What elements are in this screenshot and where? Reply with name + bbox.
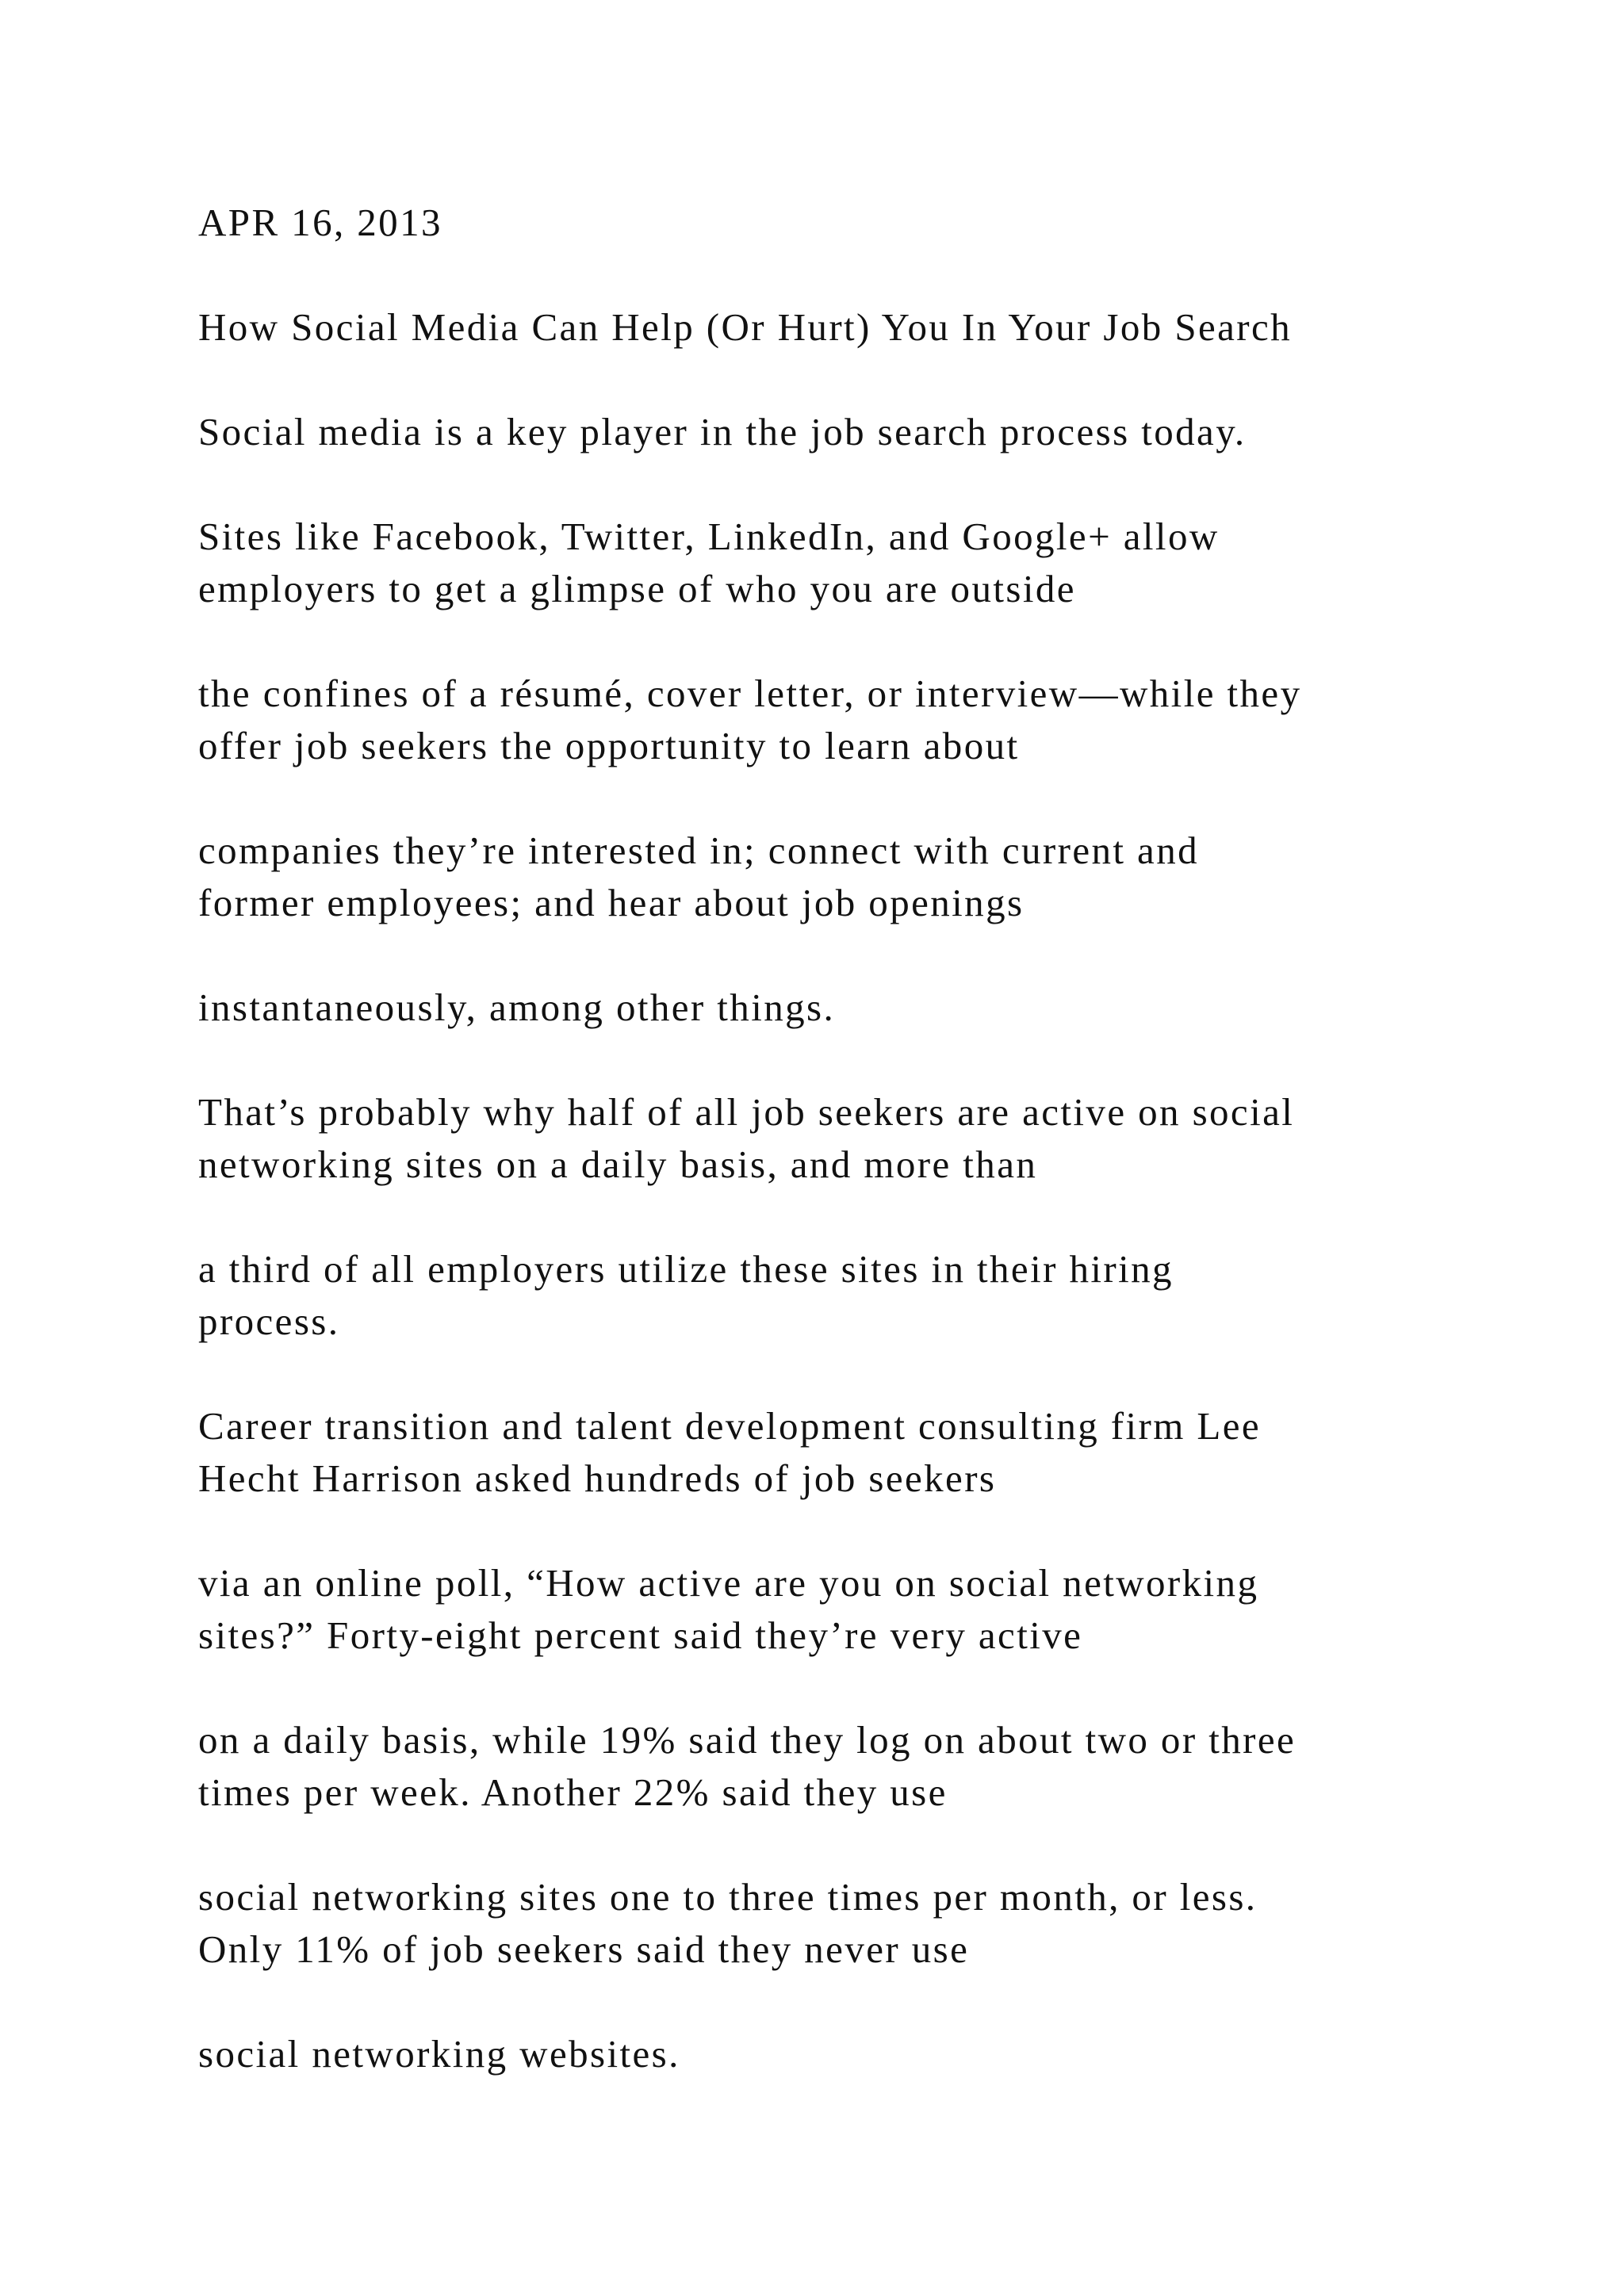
text-line: companies they’re interested in; connect with current and [198,828,1200,872]
text-line: Hecht Harrison asked hundreds of job seekers [198,1456,997,1500]
text-line: on a daily basis, while 19% said they log on about two or three [198,1718,1297,1762]
text-line: employers to get a glimpse of who you are outside [198,567,1076,610]
text-line: social networking sites one to three times per month, or less. [198,1875,1258,1919]
text-line: That’s probably why half of all job seekers are active on social [198,1090,1295,1134]
text-line: Sites like Facebook, Twitter, LinkedIn, and Google+ allow [198,515,1220,558]
text-line: sites?” Forty-eight percent said they’re very active [198,1613,1083,1657]
text-line: former employees; and hear about job openings [198,881,1025,924]
text-line: Only 11% of job seekers said they never use [198,1927,970,1971]
text-line: networking sites on a daily basis, and more than [198,1142,1038,1186]
text-line: the confines of a résumé, cover letter, or interview—while they [198,672,1302,715]
text-line: process. [198,1299,340,1343]
article-date: APR 16, 2013 [198,201,442,244]
text-line: a third of all employers utilize these sites in their hiring [198,1247,1174,1291]
text-line: social networking websites. [198,2032,680,2076]
text-line: Career transition and talent development consulting firm Lee [198,1404,1262,1448]
text-line: times per week. Another 22% said they use [198,1770,948,1814]
text-line: via an online poll, “How active are you on social networking [198,1561,1259,1605]
text-line: instantaneously, among other things. [198,985,836,1029]
text-line: offer job seekers the opportunity to learn about [198,724,1020,767]
document-page [198,0,1499,2296]
article-title: How Social Media Can Help (Or Hurt) You In Your Job Search [198,305,1293,349]
text-line: Social media is a key player in the job search process today. [198,410,1247,453]
